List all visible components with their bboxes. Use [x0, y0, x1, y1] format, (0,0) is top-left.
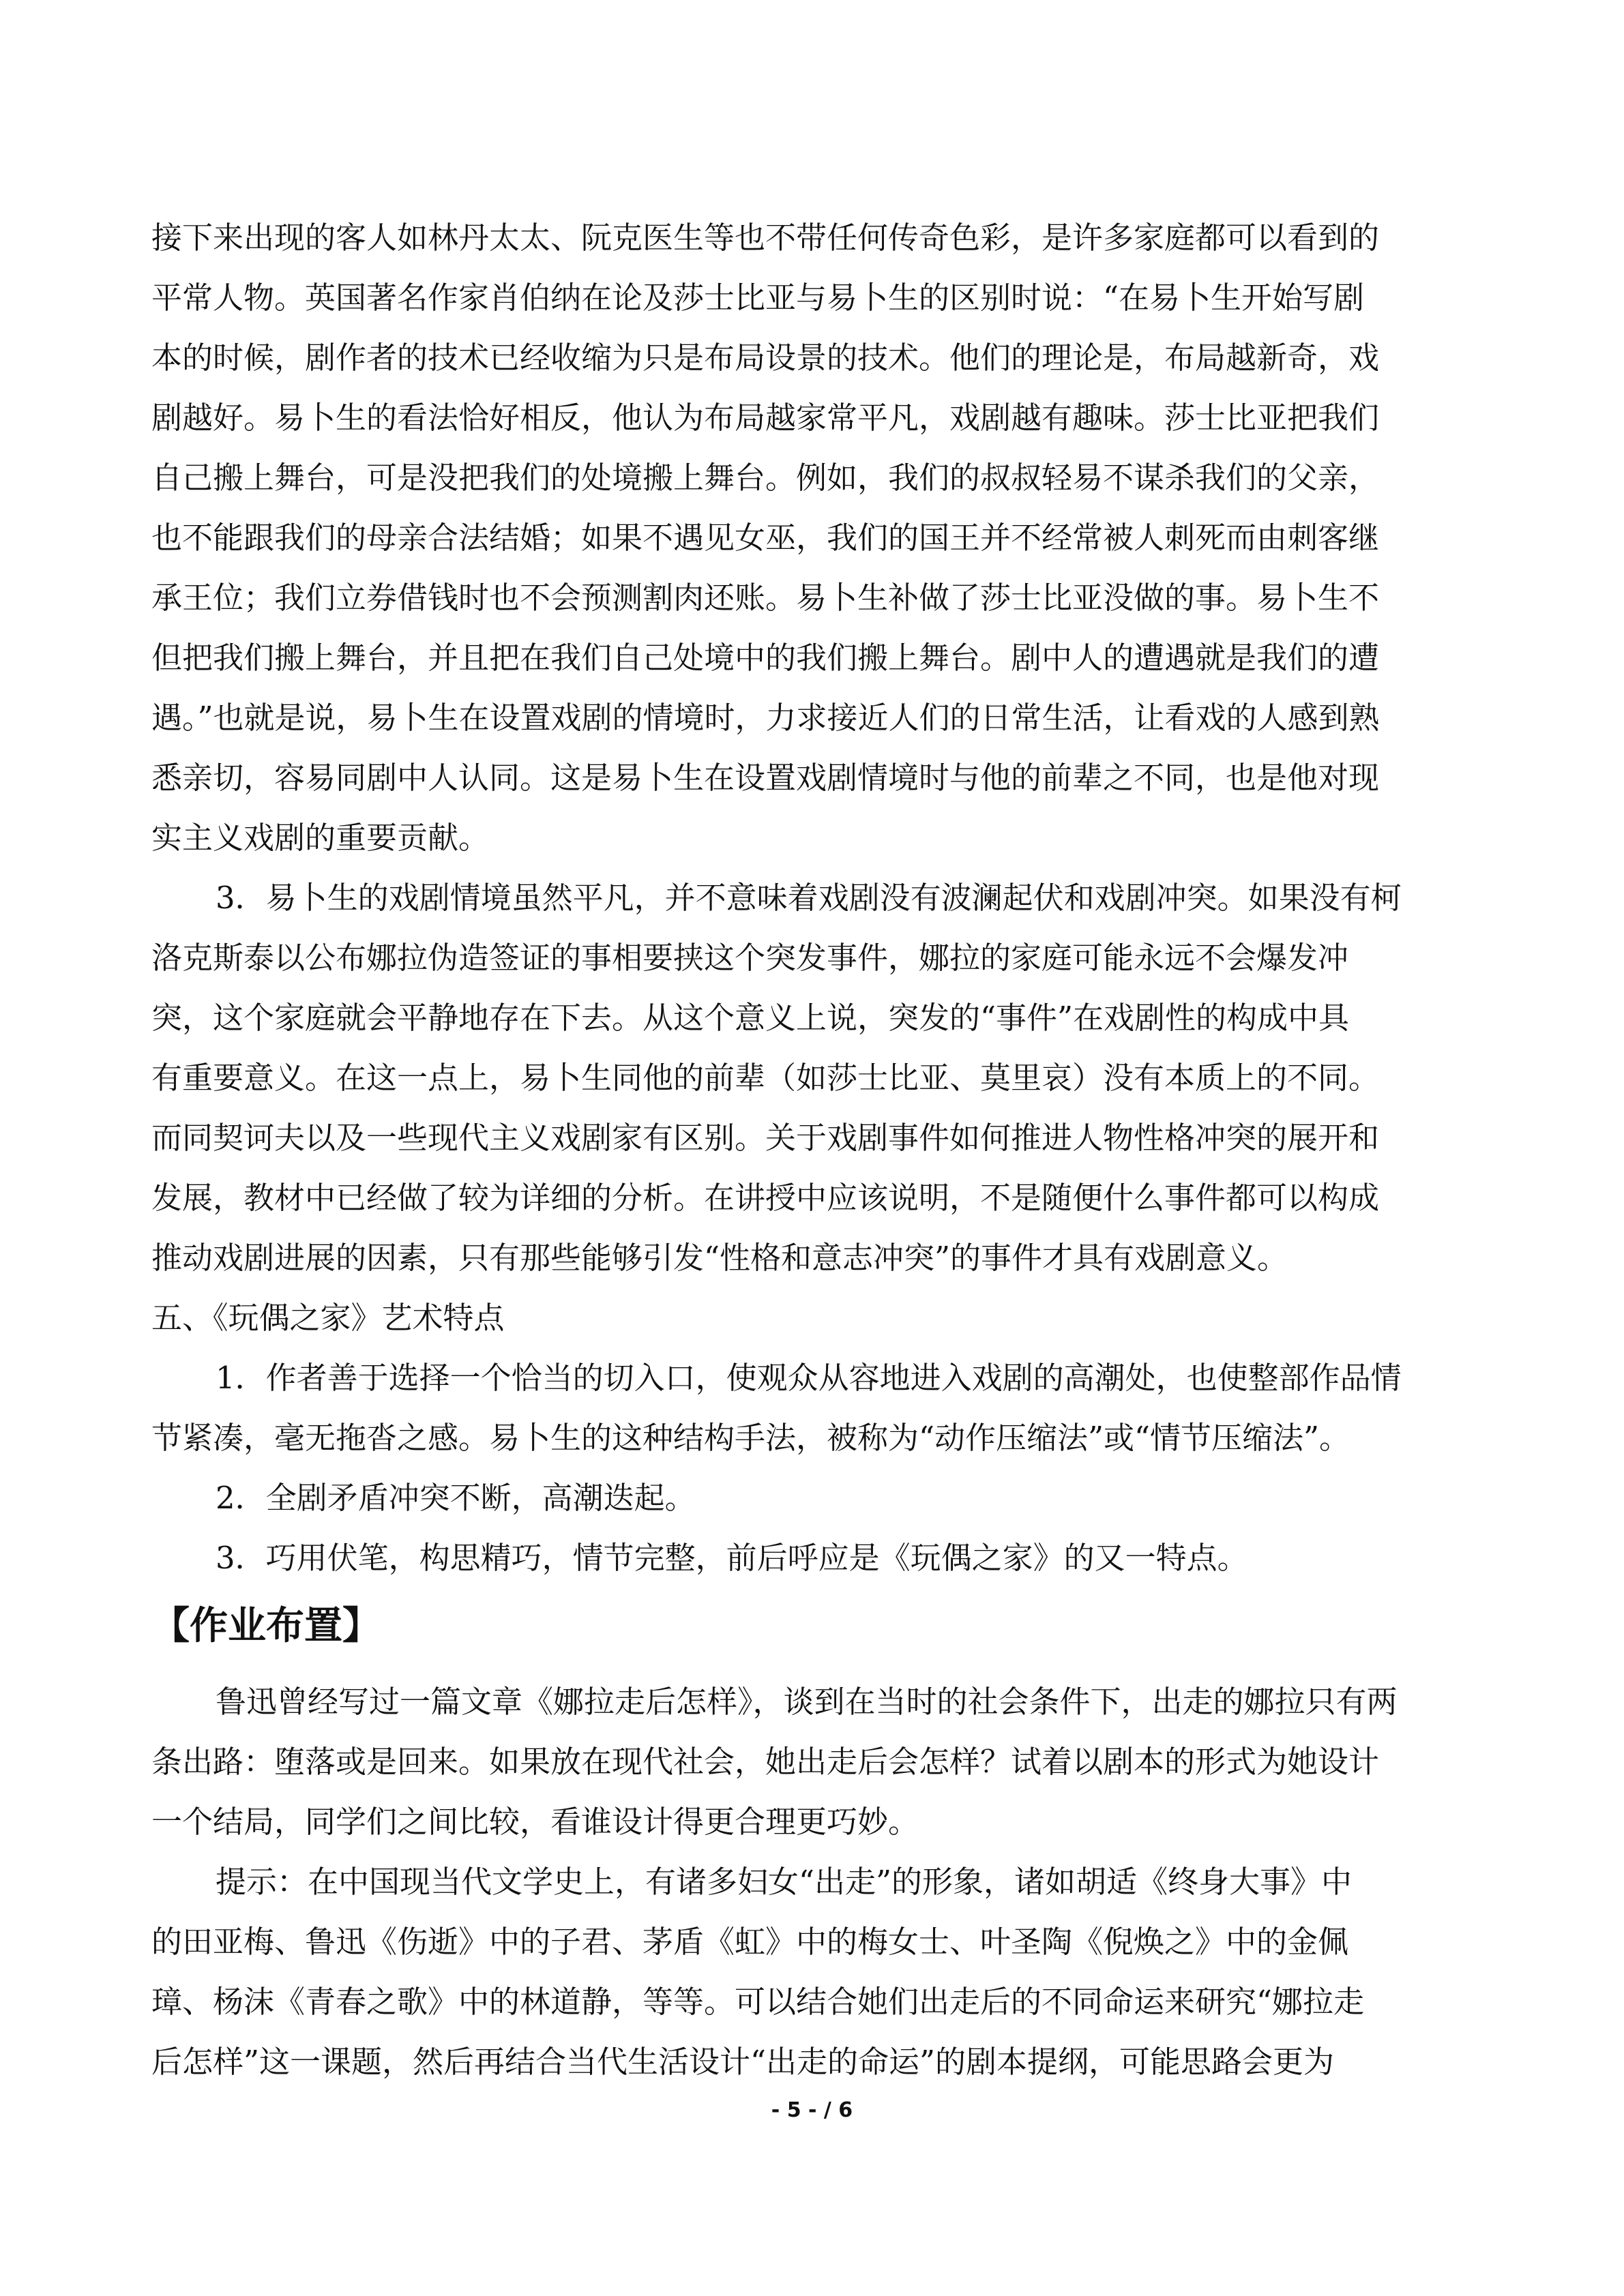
- paragraph-line: 1．作者善于选择一个恰当的切入口，使观众从容地进入戏剧的高潮处，也使整部作品情: [216, 1360, 1402, 1396]
- subsection-heading: 五、《玩偶之家》艺术特点: [151, 1300, 505, 1336]
- paragraph-line: 接下来出现的客人如林丹太太、阮克医生等也不带任何传奇色彩，是许多家庭都可以看到的: [151, 220, 1380, 256]
- paragraph-line: 本的时候，剧作者的技术已经收缩为只是布局设景的技术。他们的理论是，布局越新奇，戏: [151, 340, 1380, 376]
- section-heading: 【作业布置】: [151, 1604, 381, 1648]
- paragraph-line: 平常人物。英国著名作家肖伯纳在论及莎士比亚与易卜生的区别时说：“在易卜生开始写剧: [151, 280, 1365, 316]
- paragraph-line: 实主义戏剧的重要贡献。: [151, 820, 490, 856]
- paragraph-line: 后怎样”这一课题，然后再结合当代生活设计“出走的命运”的剧本提纲，可能思路会更为: [151, 2044, 1335, 2080]
- paragraph-line: 洛克斯泰以公布娜拉伪造签证的事相要挟这个突发事件，娜拉的家庭可能永远不会爆发冲: [151, 940, 1349, 976]
- paragraph-line: 而同契诃夫以及一些现代主义戏剧家有区别。关于戏剧事件如何推进人物性格冲突的展开和: [151, 1120, 1380, 1156]
- paragraph-line: 提示：在中国现当代文学史上，有诸多妇女“出走”的形象，诸如胡适《终身大事》中: [216, 1864, 1353, 1900]
- body-text-bottom: [151, 1672, 1475, 2092]
- paragraph-line: 推动戏剧进展的因素，只有那些能够引发“性格和意志冲突”的事件才具有戏剧意义。: [151, 1240, 1288, 1276]
- paragraph-line: 有重要意义。在这一点上，易卜生同他的前辈（如莎士比亚、莫里哀）没有本质上的不同。: [151, 1060, 1380, 1096]
- paragraph-line: 承王位；我们立券借钱时也不会预测割肉还账。易卜生补做了莎士比亚没做的事。易卜生不: [151, 580, 1380, 616]
- paragraph-line: 剧越好。易卜生的看法恰好相反，他认为布局越家常平凡，戏剧越有趣味。莎士比亚把我们: [151, 400, 1380, 436]
- paragraph-line: 璋、杨沫《青春之歌》中的林道静，等等。可以结合她们出走后的不同命运来研究“娜拉走: [151, 1984, 1365, 2020]
- paragraph-line: 的田亚梅、鲁迅《伤逝》中的子君、茅盾《虹》中的梅女士、叶圣陶《倪焕之》中的金佩: [151, 1924, 1349, 1960]
- paragraph-line: 突，这个家庭就会平静地存在下去。从这个意义上说，突发的“事件”在戏剧性的构成中具: [151, 1000, 1350, 1036]
- paragraph-line: 自己搬上舞台，可是没把我们的处境搬上舞台。例如，我们的叔叔轻易不谋杀我们的父亲，: [151, 460, 1380, 496]
- paragraph-line: 悉亲切，容易同剧中人认同。这是易卜生在设置戏剧情境时与他的前辈之不同，也是他对现: [151, 760, 1380, 796]
- paragraph-line: 一个结局，同学们之间比较，看谁设计得更合理更巧妙。: [151, 1804, 919, 1840]
- paragraph-line: 发展，教材中已经做了较为详细的分析。在讲授中应该说明，不是随便什么事件都可以构成: [151, 1180, 1380, 1216]
- paragraph-line: 2．全剧矛盾冲突不断，高潮迭起。: [216, 1480, 696, 1516]
- paragraph-line: 鲁迅曾经写过一篇文章《娜拉走后怎样》，谈到在当时的社会条件下，出走的娜拉只有两: [216, 1684, 1398, 1720]
- body-text-top: [151, 208, 1475, 1588]
- paragraph-line: 条出路：堕落或是回来。如果放在现代社会，她出走后会怎样？试着以剧本的形式为她设计: [151, 1744, 1380, 1780]
- paragraph-line: 也不能跟我们的母亲合法结婚；如果不遇见女巫，我们的国王并不经常被人刺死而由刺客继: [151, 520, 1380, 556]
- paragraph-line: 3．巧用伏笔，构思精巧，情节完整，前后呼应是《玩偶之家》的又一特点。: [216, 1540, 1248, 1576]
- paragraph-line: 节紧凑，毫无拖沓之感。易卜生的这种结构手法，被称为“动作压缩法”或“情节压缩法”。: [151, 1420, 1350, 1456]
- paragraph-line: 遇。”也就是说，易卜生在设置戏剧的情境时，力求接近人们的日常生活，让看戏的人感到熟: [151, 700, 1380, 736]
- paragraph-line: 3．易卜生的戏剧情境虽然平凡，并不意味着戏剧没有波澜起伏和戏剧冲突。如果没有柯: [216, 880, 1402, 916]
- page-number: - 5 - / 6: [771, 2098, 853, 2122]
- paragraph-line: 但把我们搬上舞台，并且把在我们自己处境中的我们搬上舞台。剧中人的遭遇就是我们的遭: [151, 640, 1380, 676]
